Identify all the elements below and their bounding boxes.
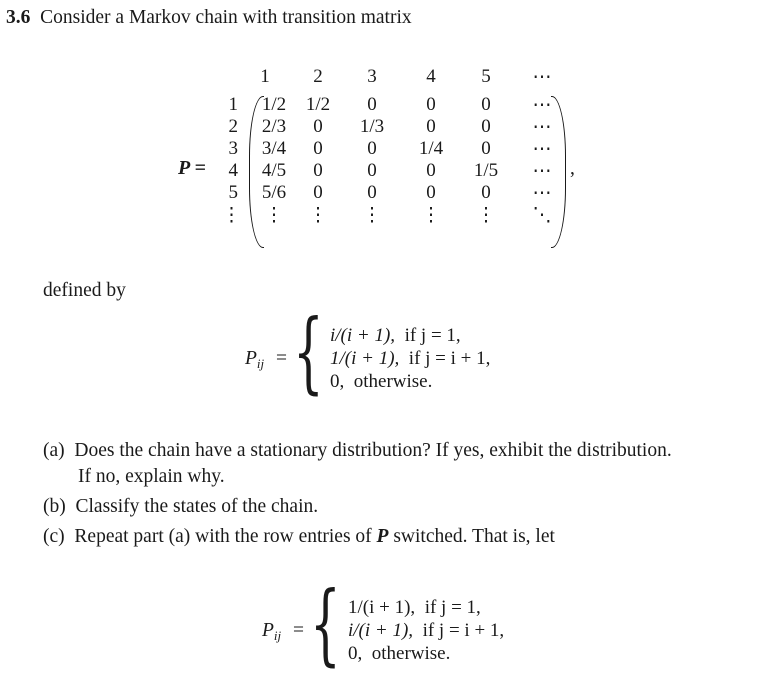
- row-header: 1: [228, 94, 238, 115]
- matrix-cell: 1/2: [261, 94, 287, 115]
- problem-intro: Consider a Markov chain with transition matrix: [40, 7, 412, 28]
- case-line: 0, otherwise.: [348, 643, 451, 664]
- column-header: 2: [313, 66, 323, 87]
- matrix-cell: 0: [426, 94, 436, 115]
- column-header: 3: [367, 66, 377, 87]
- matrix-cell: 0: [313, 160, 323, 181]
- matrix-cell: ⋮: [362, 205, 382, 226]
- matrix-cell: ⋮: [264, 205, 284, 226]
- column-header: 4: [426, 66, 436, 87]
- column-header: 1: [260, 66, 270, 87]
- column-header: ⋯: [532, 67, 552, 88]
- matrix-cell: 0: [481, 182, 491, 203]
- defined-by-text: defined by: [43, 280, 126, 301]
- matrix-cell: 0: [367, 94, 377, 115]
- matrix-cell: 0: [367, 138, 377, 159]
- case-line: 1/(i + 1), if j = 1,: [348, 597, 481, 618]
- matrix-cell: ⋮: [476, 205, 496, 226]
- definition-lhs: $P_{ij}$: [245, 348, 265, 371]
- matrix-cell: 1/4: [418, 138, 444, 159]
- matrix-cell: 0: [426, 160, 436, 181]
- part-a-continued: If no, explain why.: [78, 466, 225, 487]
- matrix-cell: 2/3: [261, 116, 287, 137]
- matrix-cell: 0: [367, 160, 377, 181]
- column-header: 5: [481, 66, 491, 87]
- matrix-label: P =: [178, 157, 206, 179]
- part-a: (a) Does the chain have a stationary distribution? If yes, exhibit the distribution.: [43, 440, 672, 461]
- matrix-cell: 0: [313, 182, 323, 203]
- matrix-cell: 0: [426, 182, 436, 203]
- matrix-cell: 4/5: [261, 160, 287, 181]
- definition-equals: =: [293, 620, 304, 641]
- matrix-cell: ⋯: [532, 139, 552, 160]
- matrix-cell: 3/4: [261, 138, 287, 159]
- row-header: 2: [228, 116, 238, 137]
- case-line: i/(i + 1), if j = 1,: [330, 325, 461, 346]
- definition-lhs: $P_{ij}$: [262, 620, 282, 643]
- row-header: 5: [228, 182, 238, 203]
- matrix-cell: ⋮: [308, 205, 328, 226]
- definition-equals: =: [276, 348, 287, 369]
- matrix-cell: 0: [367, 182, 377, 203]
- matrix-cell: ⋯: [532, 95, 552, 116]
- matrix-cell: ⋯: [532, 161, 552, 182]
- row-header: 3: [228, 138, 238, 159]
- matrix-cell: ⋯: [532, 117, 552, 138]
- case-line: 1/(i + 1), if j = i + 1,: [330, 348, 491, 369]
- matrix-cell: 5/6: [261, 182, 287, 203]
- row-header: 4: [228, 160, 238, 181]
- case-line: 0, otherwise.: [330, 371, 433, 392]
- matrix-trailing-comma: ,: [570, 158, 575, 179]
- matrix-cell: 0: [313, 138, 323, 159]
- left-brace-icon: {: [293, 300, 324, 403]
- problem-heading: [6, 7, 412, 29]
- part-b: (b) Classify the states of the chain.: [43, 496, 319, 517]
- matrix-cell: 1/2: [305, 94, 331, 115]
- left-brace-icon: {: [310, 572, 341, 675]
- matrix-cell: 0: [481, 138, 491, 159]
- case-line: i/(i + 1), if j = i + 1,: [348, 620, 505, 641]
- matrix-cell: ⋮: [421, 205, 441, 226]
- matrix-cell: 0: [426, 116, 436, 137]
- matrix-cell: 1/3: [359, 116, 385, 137]
- matrix-cell: 0: [481, 94, 491, 115]
- row-header: ⋮: [222, 205, 241, 226]
- matrix-cell: 0: [481, 116, 491, 137]
- matrix-cell: 1/5: [473, 160, 499, 181]
- part-c: (c) Repeat part (a) with the row entries of P switched. That is, let: [43, 526, 555, 547]
- matrix-cell: ⋱: [532, 205, 552, 226]
- matrix-cell: ⋯: [532, 183, 552, 204]
- matrix-cell: 0: [313, 116, 323, 137]
- problem-number: 3.6: [6, 7, 31, 28]
